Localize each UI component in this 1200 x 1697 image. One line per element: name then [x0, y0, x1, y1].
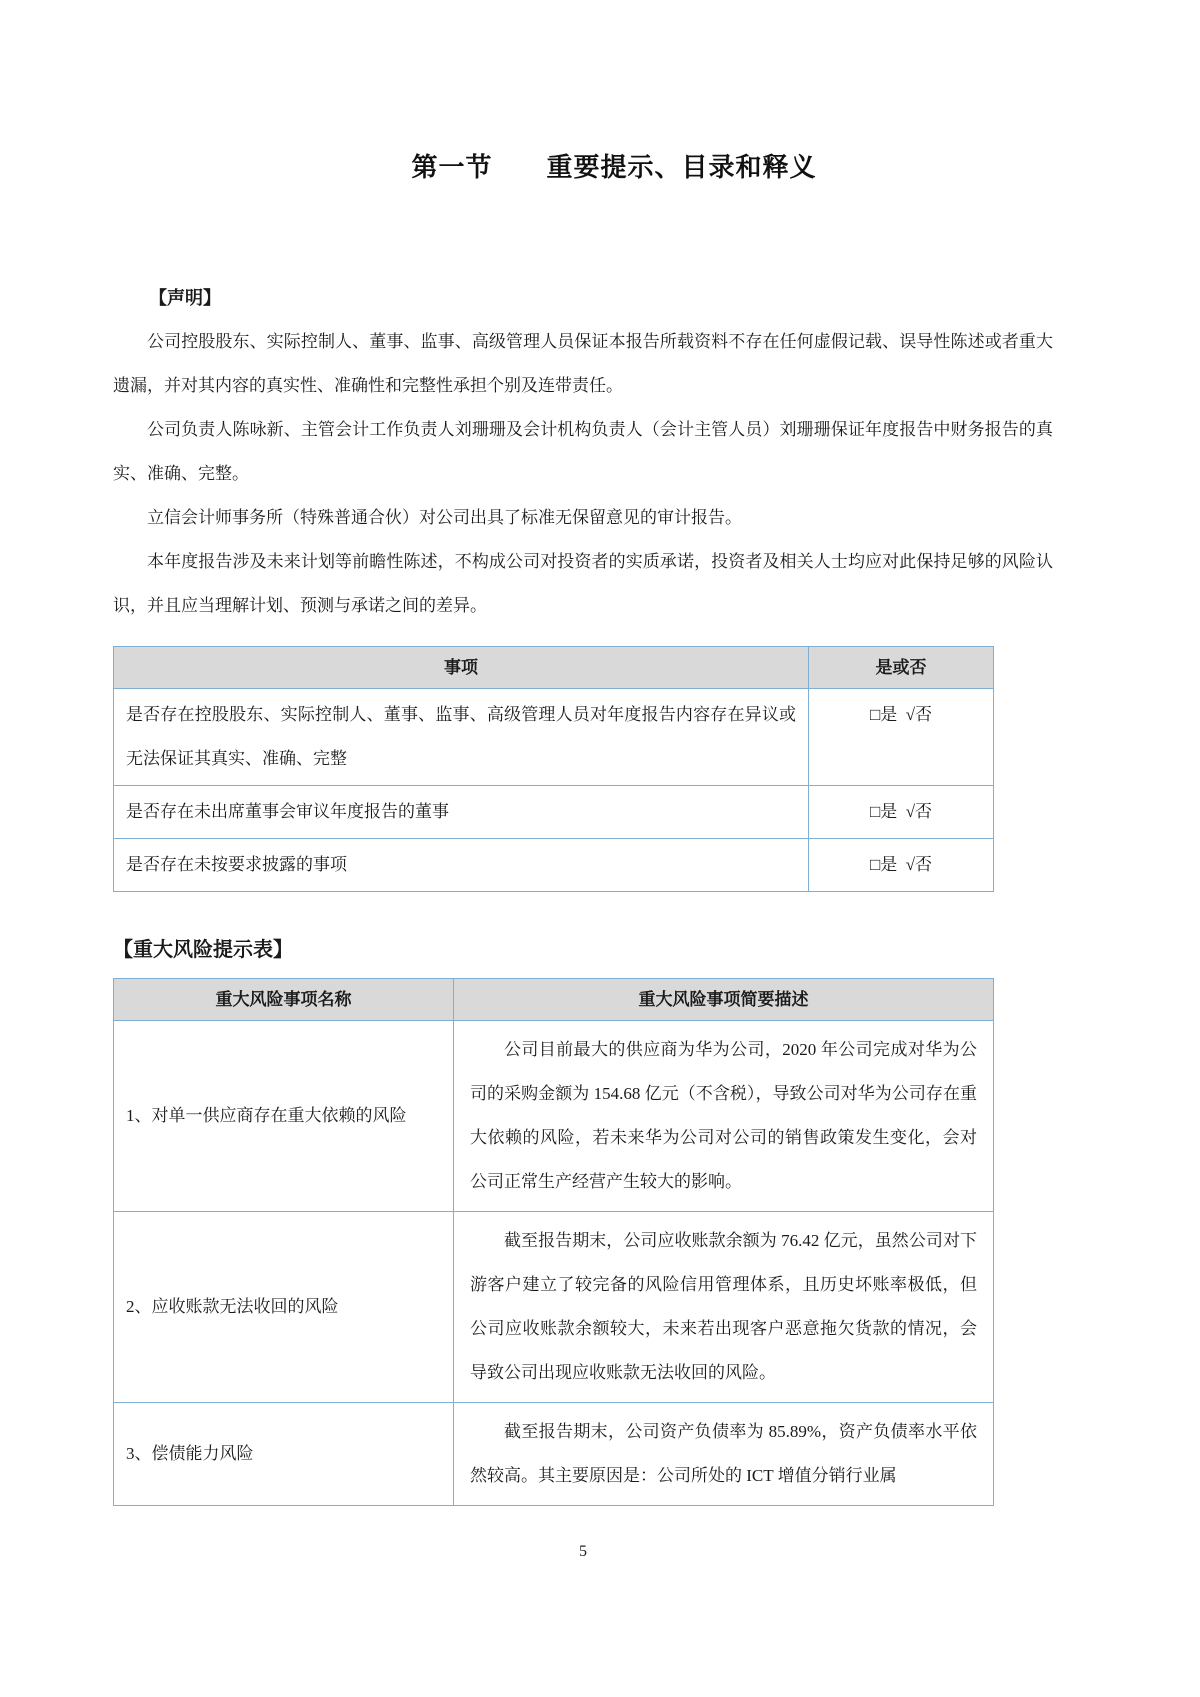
declaration-paragraph-3: 立信会计师事务所（特殊普通合伙）对公司出具了标准无保留意见的审计报告。: [147, 508, 742, 527]
item-text: 是否存在未按要求披露的事项: [114, 839, 809, 892]
risk-description: 公司目前最大的供应商为华为公司，2020 年公司完成对华为公司的采购金额为 154.68 亿元（不含税），导致公司对华为公司存在重大依赖的风险，若未来华为公司对公司的销售政策发生变化，会对公司正常生产经营产生较大的影响。: [454, 1021, 994, 1212]
yes-no-items-table: [113, 646, 994, 892]
page-number: 5: [579, 1543, 587, 1560]
risk-name: 3、偿债能力风险: [114, 1403, 454, 1506]
table-row: [114, 689, 994, 786]
yes-no-answer: □是 √否: [809, 786, 994, 839]
risk-table-header-description: 重大风险事项简要描述: [454, 979, 994, 1021]
items-table-header-item: 事项: [114, 647, 809, 689]
table-row: [114, 1021, 994, 1212]
item-text: 是否存在未出席董事会审议年度报告的董事: [114, 786, 809, 839]
yes-no-answer: □是 √否: [809, 689, 994, 786]
item-text: 是否存在控股股东、实际控制人、董事、监事、高级管理人员对年度报告内容存在异议或无法保证其真实、准确、完整: [114, 689, 809, 786]
declaration-heading: 【声明】: [149, 288, 221, 308]
risk-table-header-name: 重大风险事项名称: [114, 979, 454, 1021]
risk-description: 截至报告期末，公司资产负债率为 85.89%，资产负债率水平依然较高。其主要原因是：公司所处的 ICT 增值分销行业属: [454, 1403, 994, 1506]
section-title: 第一节 重要提示、目录和释义: [411, 153, 817, 182]
table-row: [114, 786, 994, 839]
risk-table-header-row: [114, 979, 994, 1021]
table-row: [114, 839, 994, 892]
declaration-paragraph-2: 公司负责人陈咏新、主管会计工作负责人刘珊珊及会计机构负责人（会计主管人员）刘珊珊保证年度报告中财务报告的真实、准确、完整。: [113, 420, 1053, 483]
risk-description: 截至报告期末，公司应收账款余额为 76.42 亿元，虽然公司对下游客户建立了较完备的风险信用管理体系，且历史坏账率极低，但公司应收账款余额较大，未来若出现客户恶意拖欠货款的情况，会导致公司出现应收账款无法收回的风险。: [454, 1212, 994, 1403]
major-risk-table: [113, 978, 994, 1506]
yes-no-answer: □是 √否: [809, 839, 994, 892]
risk-name: 2、应收账款无法收回的风险: [114, 1212, 454, 1403]
declaration-paragraph-1: 公司控股股东、实际控制人、董事、监事、高级管理人员保证本报告所载资料不存在任何虚假记载、误导性陈述或者重大遗漏，并对其内容的真实性、准确性和完整性承担个别及连带责任。: [113, 332, 1053, 395]
items-table-header-yesno: 是或否: [809, 647, 994, 689]
risk-name: 1、对单一供应商存在重大依赖的风险: [114, 1021, 454, 1212]
items-table-header-row: [114, 647, 994, 689]
table-row: [114, 1212, 994, 1403]
declaration-paragraph-4: 本年度报告涉及未来计划等前瞻性陈述，不构成公司对投资者的实质承诺，投资者及相关人士均应对此保持足够的风险认识，并且应当理解计划、预测与承诺之间的差异。: [113, 552, 1053, 615]
risk-table-heading: 【重大风险提示表】: [113, 939, 293, 961]
table-row: [114, 1403, 994, 1506]
